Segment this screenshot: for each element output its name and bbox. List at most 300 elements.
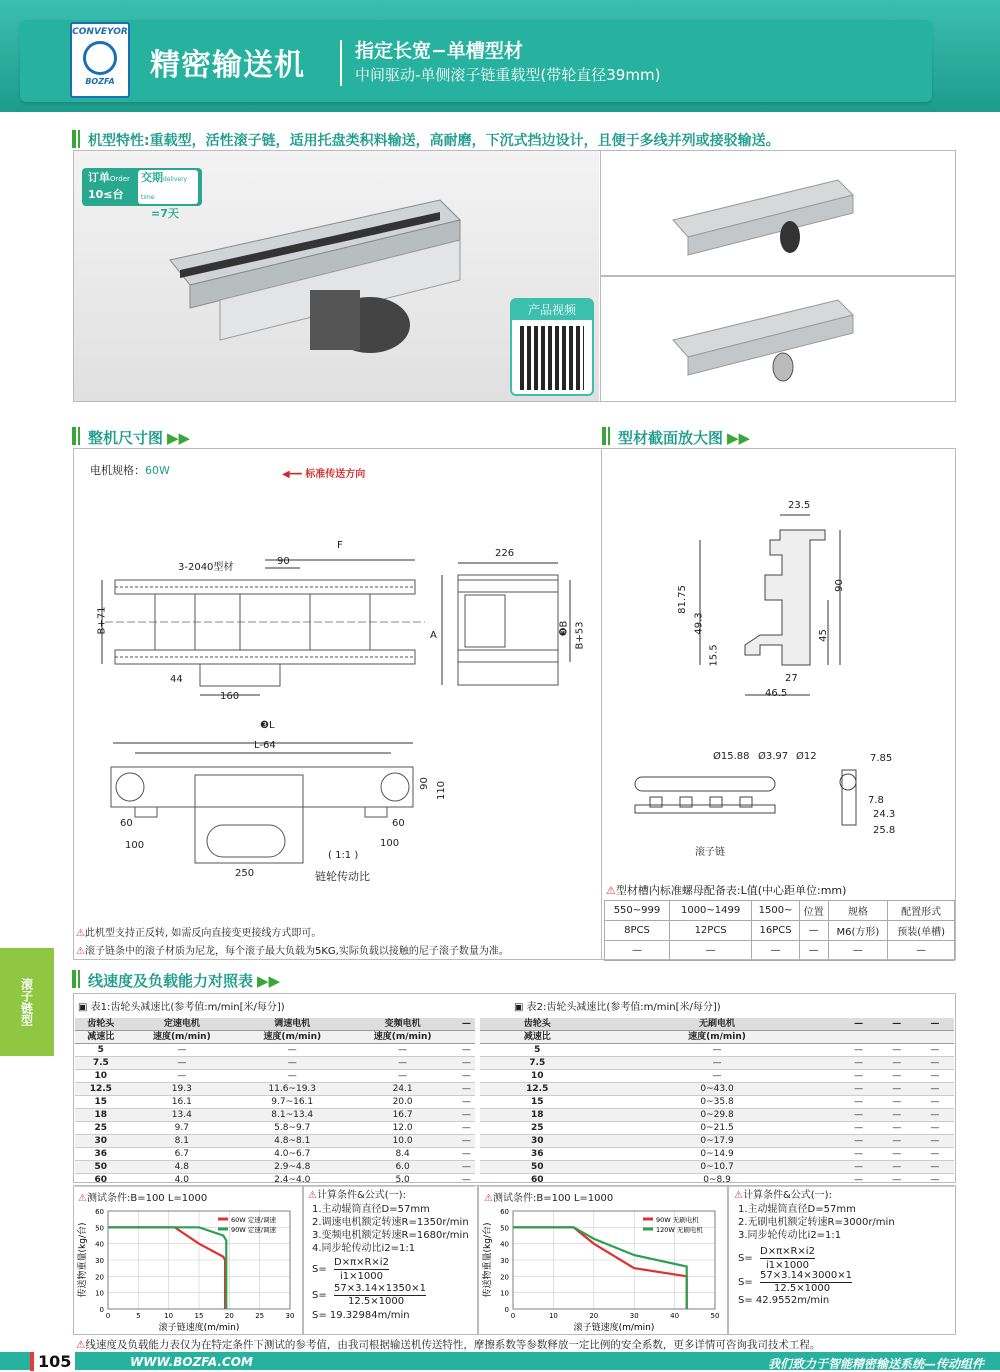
speed-cell: 16.1	[127, 1096, 237, 1109]
speed-cell: —	[458, 1083, 475, 1096]
calc1-den: i1×1000	[340, 1271, 383, 1282]
arrow-icon: ▶▶	[167, 429, 191, 447]
y-tick-label: 40	[500, 1240, 509, 1249]
y-tick-label: 60	[500, 1208, 509, 1216]
calc2-s2: S=	[738, 1277, 753, 1288]
y-tick-label: 30	[95, 1257, 104, 1265]
dims-title	[88, 427, 190, 448]
table-icon: ▣	[514, 1002, 527, 1013]
nut-table	[604, 900, 955, 961]
table-row	[480, 1109, 954, 1122]
conveyor-photo-2	[668, 175, 858, 265]
speed-cell: 10	[480, 1070, 595, 1083]
series-line	[108, 1227, 226, 1309]
dim-90-section: 90	[833, 579, 845, 592]
speed-cell: —	[595, 1044, 840, 1057]
speed-cell: —	[839, 1044, 877, 1057]
dim-L64: L-64	[254, 740, 276, 751]
y-tick-label: 40	[95, 1240, 104, 1249]
speed-cell: —	[878, 1070, 916, 1083]
calc2-num2: 57×3.14×3000×1	[760, 1270, 852, 1281]
chart1-cond	[78, 1189, 207, 1204]
speed-cell: —	[878, 1018, 916, 1031]
speed-cell: 18	[480, 1109, 595, 1122]
speed-title	[88, 970, 280, 991]
dim-44: 44	[170, 674, 183, 685]
table-row	[480, 1096, 954, 1109]
speed-cell: 20.0	[347, 1096, 457, 1109]
speed-cell: —	[839, 1057, 877, 1070]
y-axis-label: 传送物重量(kg/台)	[78, 1222, 88, 1298]
calc2-num: D×π×R×i2	[760, 1246, 815, 1257]
dim-45: 45	[817, 629, 829, 642]
top-view-drawing	[100, 540, 430, 710]
direction-label	[282, 465, 365, 480]
speed-cell: —	[458, 1044, 475, 1057]
note-1	[76, 924, 321, 939]
table-row	[75, 1148, 475, 1161]
speed-cell: —	[878, 1057, 916, 1070]
dim-60-left: 60	[120, 818, 133, 829]
table-row	[75, 1135, 475, 1148]
calc1-den2: 12.5×1000	[348, 1296, 405, 1307]
speed-cell: 0~21.5	[595, 1122, 840, 1135]
speed-cell: 0~29.8	[595, 1109, 840, 1122]
speed-cell: 速度(m/min)	[237, 1031, 347, 1044]
speed-cell: —	[878, 1148, 916, 1161]
speed-cell: 12.5	[75, 1083, 127, 1096]
speed-cell: 5.8~9.7	[237, 1122, 347, 1135]
load-chart-2	[479, 1203, 727, 1333]
direction-text: 标准传送方向	[305, 469, 366, 480]
speed-cell: 调速电机	[237, 1018, 347, 1031]
dim-100-right: 100	[380, 838, 400, 849]
series-line	[513, 1227, 687, 1309]
x-tick-label: 15	[194, 1312, 204, 1320]
warning-icon: ⚠	[76, 928, 85, 939]
y-tick-label: 10	[500, 1289, 509, 1298]
speed-cell: 8.4	[347, 1148, 457, 1161]
motor-spec	[90, 462, 170, 478]
speed-cell: —	[916, 1122, 954, 1135]
x-tick-label: 0	[510, 1312, 516, 1320]
speed-cell: 0~35.8	[595, 1096, 840, 1109]
speed-cell: —	[878, 1109, 916, 1122]
calc2-s1: S=	[738, 1253, 753, 1264]
speed-cell: 无刷电机	[595, 1018, 840, 1031]
disclaimer	[76, 1337, 820, 1352]
speed-cell: —	[839, 1070, 877, 1083]
nut-td: —	[828, 941, 888, 961]
nut-table-title	[606, 882, 846, 898]
speed-cell: —	[916, 1057, 954, 1070]
left-arrow-icon: ◀━━	[282, 469, 306, 480]
disclaimer-text: 线速度及负载能力表仅为在特定条件下测试的参考值，由我司根据输送机传送特性，摩擦系数等参数释放一定比例的安全系数，更多详情可咨询我司技术工程。	[85, 1339, 821, 1351]
speed-cell: 速度(m/min)	[347, 1031, 457, 1044]
speed-cell: 8.1~13.4	[237, 1109, 347, 1122]
speed-cell: 19.3	[127, 1083, 237, 1096]
delivery-label: 交期	[141, 171, 163, 184]
nut-td: —	[605, 941, 670, 961]
nut-th: 550~999	[605, 901, 670, 921]
chain-d785: 7.85	[870, 753, 893, 764]
speed-cell: 速度(m/min)	[127, 1031, 237, 1044]
speed-cell: —	[458, 1018, 475, 1031]
speed-cell: 9.7	[127, 1122, 237, 1135]
table-row	[480, 1083, 954, 1096]
dim-226: 226	[495, 548, 515, 559]
speed-cell: —	[839, 1161, 877, 1174]
motor-value: 60W	[145, 464, 170, 477]
dim-B: ❸B	[558, 620, 570, 637]
table-icon: ▣	[78, 1002, 91, 1013]
x-tick-label: 40	[670, 1312, 680, 1320]
speed-cell: 7.5	[480, 1057, 595, 1070]
speed-cell: 2.4~4.0	[237, 1174, 347, 1187]
speed-cell: 0~43.0	[595, 1083, 840, 1096]
speed-cell: 定速电机	[127, 1018, 237, 1031]
speed-cell: —	[916, 1018, 954, 1031]
speed-cell: 50	[75, 1161, 127, 1174]
nut-th: 位置	[799, 901, 828, 921]
roller-chain-drawing	[630, 765, 780, 825]
speed-cell: —	[878, 1174, 916, 1187]
speed-cell: —	[458, 1148, 475, 1161]
table-header-row	[480, 1018, 954, 1031]
speed-cell: —	[878, 1096, 916, 1109]
speed-cell: —	[458, 1070, 475, 1083]
speed-cell: 2.9~4.8	[237, 1161, 347, 1174]
speed-cell: —	[347, 1044, 457, 1057]
nut-td: 8PCS	[605, 921, 670, 941]
dim-B53: B+53	[574, 621, 586, 650]
series-line	[513, 1227, 687, 1309]
speed-cell: —	[839, 1018, 877, 1031]
speed-cell: —	[916, 1083, 954, 1096]
speed-cell: 0~14.9	[595, 1148, 840, 1161]
speed-cell: 速度(m/min)	[595, 1031, 840, 1044]
page-number: 105	[30, 1352, 75, 1371]
speed-cell: 15	[480, 1096, 595, 1109]
chart2-cond	[484, 1189, 613, 1204]
y-tick-label: 30	[500, 1257, 509, 1265]
x-tick-label: 30	[629, 1312, 639, 1320]
section-title-text: 型材截面放大图	[618, 429, 724, 447]
x-axis-label: 滚子链速度(m/min)	[158, 1323, 240, 1333]
dim-profile: 3-2040型材	[178, 562, 234, 573]
speed-cell: —	[916, 1096, 954, 1109]
logo-bottom-text: BOZFA	[85, 77, 115, 86]
page-subtitle-2: 中间驱动-单侧滚子链重载型(带轮直径39mm)	[355, 66, 661, 84]
speed-cell: 0~17.9	[595, 1135, 840, 1148]
order-en: Order	[110, 175, 130, 183]
calc2-l3: 3.同步轮传动比i2=1:1	[738, 1230, 842, 1241]
warning-icon: ⚠	[308, 1190, 317, 1201]
speed-cell: —	[127, 1057, 237, 1070]
y-tick-label: 0	[504, 1306, 509, 1314]
speed-cell: —	[347, 1070, 457, 1083]
speed-cell: 60	[480, 1174, 595, 1187]
order-badge	[82, 168, 202, 220]
nut-td: M6(方形)	[828, 921, 888, 941]
speed-cell: 齿轮头	[75, 1018, 127, 1031]
speed-cell: —	[916, 1161, 954, 1174]
speed-cell: 10	[75, 1070, 127, 1083]
calc1-num: D×π×R×i2	[334, 1257, 389, 1268]
note-2-text: 滚子链条中的滚子材质为尼龙，每个滚子最大负载为5KG,实际负载以接触的尼子滚子数量为准。	[84, 946, 509, 957]
table-row	[75, 1122, 475, 1135]
nut-td: —	[799, 921, 828, 941]
calc1-l3: 3.变频电机额定转速R=1680r/min	[312, 1230, 469, 1241]
chain-d2: Ø3.97	[758, 751, 789, 762]
video-label: 产品视频	[512, 300, 592, 320]
speed-cell: —	[839, 1083, 877, 1096]
dim-250: 250	[235, 868, 255, 879]
speed-cell: —	[916, 1044, 954, 1057]
calc2-title-text: 计算条件&公式(一):	[742, 1190, 832, 1201]
speed-cell: 50	[480, 1161, 595, 1174]
conveyor-photo-3	[668, 295, 858, 390]
speed-cell: —	[878, 1083, 916, 1096]
table-row	[480, 1057, 954, 1070]
table-row	[480, 1044, 954, 1057]
speed-cell: 10.0	[347, 1135, 457, 1148]
calc1-title	[308, 1189, 406, 1202]
speed-cell: —	[458, 1057, 475, 1070]
speed-cell	[458, 1031, 475, 1044]
motor-label: 电机规格：	[90, 464, 145, 477]
nut-td: 12PCS	[669, 921, 751, 941]
nut-th: 规格	[828, 901, 888, 921]
table-row	[480, 1135, 954, 1148]
speed-cell: —	[839, 1096, 877, 1109]
series-line	[108, 1227, 225, 1309]
speed-cell: —	[127, 1070, 237, 1083]
speed-cell: —	[916, 1174, 954, 1187]
calc2-l1: 1.主动辊筒直径D=57mm	[738, 1204, 856, 1215]
nut-td: 预装(单槽)	[888, 921, 955, 941]
speed-cell: 60	[75, 1174, 127, 1187]
speed-cell: 4.0~6.7	[237, 1148, 347, 1161]
dim-90: 90	[277, 556, 290, 567]
features-text: 机型特性:重载型，活性滚子链，适用托盘类积料输送，高耐磨，下沉式挡边设计，且便于多线并列或接驳输送。	[88, 130, 780, 150]
speed-cell: —	[237, 1057, 347, 1070]
x-tick-label: 5	[136, 1312, 141, 1320]
calc2-den2: 12.5×1000	[774, 1283, 831, 1294]
nut-td: —	[888, 941, 955, 961]
chain-d1: Ø15.88	[713, 751, 750, 762]
nut-th: 1000~1499	[669, 901, 751, 921]
speed-cell: 齿轮头	[480, 1018, 595, 1031]
brand-logo	[70, 22, 130, 98]
side-tab[interactable]: 滚子链型	[0, 948, 54, 1056]
table-header-row	[75, 1031, 475, 1044]
speed-cell: —	[839, 1174, 877, 1187]
calc2-den: i1×1000	[766, 1260, 809, 1271]
x-tick-label: 20	[589, 1312, 599, 1320]
speed-title-text: 线速度及负载能力对照表	[88, 972, 254, 990]
drawing-divider	[601, 448, 602, 960]
x-tick-label: 25	[255, 1312, 265, 1320]
table-row	[480, 1122, 954, 1135]
x-tick-label: 50	[710, 1312, 720, 1320]
y-tick-label: 20	[95, 1273, 104, 1282]
speed-cell: —	[916, 1135, 954, 1148]
dim-49-3: 49.3	[693, 612, 705, 635]
speed-cell: 4.8	[127, 1161, 237, 1174]
nut-th: 配置形式	[888, 901, 955, 921]
ratio-label: 链轮传动比	[315, 870, 370, 883]
table2-title-text: 表2:齿轮头减速比(参考值:m/min[米/每分])	[526, 1002, 721, 1013]
profile-section-drawing	[690, 495, 860, 710]
dim-81-75: 81.75	[676, 585, 688, 614]
footer-slogan: 我们致力于智能精密输送系统—传动组件	[767, 1357, 984, 1371]
nut-td: —	[799, 941, 828, 961]
note-1-text: 此机型支持正反转, 如需反向直接变更接线方式即可。	[84, 928, 322, 939]
table-row	[480, 1070, 954, 1083]
speed-cell: 5	[75, 1044, 127, 1057]
dim-90-front: 90	[418, 777, 430, 790]
nut-td: 16PCS	[752, 921, 800, 941]
speed-cell	[839, 1031, 877, 1044]
speed-cell	[878, 1031, 916, 1044]
speed-cell: —	[839, 1148, 877, 1161]
nut-table-title-text: 型材槽内标准螺母配备表:L值(中心距单位:mm)	[615, 884, 847, 897]
table-row	[75, 1096, 475, 1109]
dim-B71: B+71	[96, 606, 108, 635]
dim-23-5: 23.5	[788, 500, 811, 511]
speed-cell: 7.5	[75, 1057, 127, 1070]
speed-cell: —	[916, 1070, 954, 1083]
delivery-value: =7天	[151, 207, 179, 220]
arrow-icon: ▶▶	[727, 429, 751, 447]
table-row	[75, 1057, 475, 1070]
dim-110: 110	[436, 780, 448, 801]
x-axis-label: 滚子链速度(m/min)	[573, 1323, 655, 1333]
speed-cell: 5.0	[347, 1174, 457, 1187]
speed-cell: 减速比	[75, 1031, 127, 1044]
speed-cell: 4.8~8.1	[237, 1135, 347, 1148]
legend-label: 120W 无刷电机	[656, 1226, 703, 1234]
dim-L: ❸L	[260, 720, 275, 731]
dim-60-right: 60	[392, 818, 405, 829]
speed-cell: —	[458, 1161, 475, 1174]
dim-100-left: 100	[125, 840, 145, 851]
y-tick-label: 0	[99, 1306, 104, 1314]
speed-cell: —	[458, 1109, 475, 1122]
calc1-l2: 2.调速电机额定转速R=1350r/min	[312, 1217, 469, 1228]
footer-url[interactable]: WWW.BOZFA.COM	[130, 1355, 253, 1369]
speed-cell: —	[458, 1135, 475, 1148]
dims-title-text: 整机尺寸图	[88, 429, 164, 447]
speed-table-2	[480, 1018, 954, 1187]
speed-cell: —	[839, 1135, 877, 1148]
speed-cell: 12.5	[480, 1083, 595, 1096]
speed-cell: 0~8.9	[595, 1174, 840, 1187]
legend-label: 60W 定速/调速	[231, 1216, 276, 1224]
speed-cell: 36	[75, 1148, 127, 1161]
calc1-num2: 57×3.14×1350×1	[334, 1283, 426, 1294]
speed-cell: —	[839, 1109, 877, 1122]
speed-cell: —	[458, 1122, 475, 1135]
y-tick-label: 60	[95, 1208, 104, 1216]
speed-cell: 13.4	[127, 1109, 237, 1122]
video-qr[interactable]	[510, 298, 594, 396]
legend-label: 90W 无刷电机	[656, 1216, 699, 1224]
dim-F: F	[337, 540, 343, 551]
speed-cell: —	[237, 1070, 347, 1083]
chart1-cond-text: 测试条件:B=100 L=1000	[86, 1193, 208, 1204]
calc1-s1: S=	[312, 1264, 327, 1275]
table-header-row	[480, 1031, 954, 1044]
table-row	[75, 1109, 475, 1122]
calc2-result: S= 42.9552m/min	[738, 1295, 830, 1306]
table-header-row	[75, 1018, 475, 1031]
speed-cell: 变频电机	[347, 1018, 457, 1031]
nut-th: 1500~	[752, 901, 800, 921]
calc1-l4: 4.同步轮传动比i2=1:1	[312, 1243, 416, 1254]
nut-td: —	[669, 941, 751, 961]
speed-cell: 6.7	[127, 1148, 237, 1161]
order-label: 订单	[88, 171, 110, 184]
speed-table-1	[75, 1018, 475, 1187]
speed-cell: 25	[75, 1122, 127, 1135]
table-row	[75, 1161, 475, 1174]
qr-code-icon[interactable]	[520, 326, 584, 390]
speed-cell: 24.1	[347, 1083, 457, 1096]
speed-cell: —	[878, 1135, 916, 1148]
y-tick-label: 50	[500, 1224, 509, 1233]
warning-icon: ⚠	[484, 1193, 493, 1204]
speed-cell: 0~10.7	[595, 1161, 840, 1174]
y-axis-label: 传送物重量(kg/台)	[483, 1222, 493, 1298]
chain-label: 滚子链	[695, 847, 725, 858]
speed-cell: 9.7~16.1	[237, 1096, 347, 1109]
speed-cell: —	[237, 1044, 347, 1057]
speed-cell: —	[127, 1044, 237, 1057]
speed-cell: 5	[480, 1044, 595, 1057]
chain-d3: Ø12	[796, 751, 817, 762]
y-tick-label: 10	[95, 1289, 104, 1298]
warning-icon: ⚠	[76, 946, 85, 957]
logo-top-text: CONVEYOR	[72, 27, 128, 37]
load-chart-1	[74, 1203, 302, 1333]
speed-cell: —	[595, 1057, 840, 1070]
warning-icon: ⚠	[78, 1193, 87, 1204]
table-row	[75, 1044, 475, 1057]
calc1-l1: 1.主动辊筒直径D=57mm	[312, 1204, 430, 1215]
warning-icon: ⚠	[606, 884, 616, 897]
conveyor-photo-main	[160, 190, 480, 360]
x-tick-label: 30	[285, 1312, 295, 1320]
speed-cell: —	[878, 1122, 916, 1135]
speed-cell: 6.0	[347, 1161, 457, 1174]
page-subtitle: 指定长宽−单槽型材	[355, 40, 523, 62]
speed-cell: —	[595, 1070, 840, 1083]
calc1-title-text: 计算条件&公式(一):	[316, 1190, 406, 1201]
chain-d78: 7.8	[868, 795, 884, 806]
nut-td: —	[752, 941, 800, 961]
table-row	[480, 1161, 954, 1174]
warning-icon: ⚠	[734, 1190, 743, 1201]
y-tick-label: 50	[95, 1224, 104, 1233]
y-tick-label: 20	[500, 1273, 509, 1282]
ratio-value: ( 1:1 )	[328, 850, 359, 861]
dim-27: 27	[785, 673, 798, 684]
speed-cell: 16.7	[347, 1109, 457, 1122]
section-title	[618, 427, 750, 448]
speed-cell: —	[458, 1096, 475, 1109]
